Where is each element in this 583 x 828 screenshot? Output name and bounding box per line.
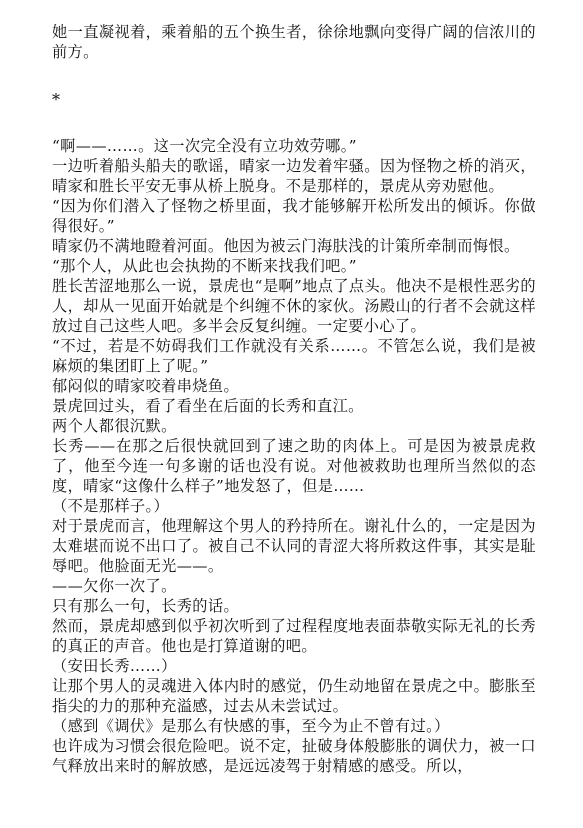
spacer	[52, 110, 536, 136]
paragraph: （感到《调伏》是那么有快感的事，至今为止不曾有过。）	[52, 717, 450, 735]
paragraph: 只有那么一句，长秀的话。	[52, 597, 240, 615]
paragraph: 也许成为习惯会很危险吧。说不定，扯破身体般膨胀的调伏力，被一口气释放出来时的解放感，是远远凌驾于射精感的感受。所以，	[52, 737, 536, 775]
paragraph: （安田长秀……）	[52, 657, 177, 675]
paragraph: 让那个男人的灵魂进入体内时的感觉，仍生动地留在景虎之中。膨胀至指尖的力的那种充溢感，过去从未尝试过。	[52, 677, 536, 715]
paragraph: （不是那样子。）	[52, 497, 170, 515]
paragraph: 对于景虎而言，他理解这个男人的矜持所在。谢礼什么的，一定是因为太难堪而说不出口了。被自己不认同的青涩大将所救这件事，其实是耻辱吧。他脸面无光——。	[52, 517, 536, 575]
paragraph: 长秀——在那之后很快就回到了速之助的肉体上。可是因为被景虎救了，他至今连一句多谢的话也没有说。对他被救助也理所当然似的态度，晴家“这像什么样子”地发怒了，但是……	[52, 437, 536, 495]
paragraph: “啊——……。这一次完全没有立功效劳哪。”	[52, 137, 357, 155]
paragraph: 两个人都很沉默。	[52, 417, 177, 435]
paragraph: 一边听着船头船夫的歌谣，晴家一边发着牢骚。因为怪物之桥的消灭，晴家和胜长平安无事从桥上脱身。不是那样的，景虎从旁劝慰他。	[52, 157, 536, 195]
paragraph: 晴家仍不满地瞪着河面。他因为被云门海肤浅的计策所牵制而悔恨。	[52, 237, 520, 255]
paragraph: 郁闷似的晴家咬着串烧鱼。	[52, 377, 240, 395]
document-page	[52, 22, 536, 776]
paragraph: 胜长苦涩地那么一说，景虎也“是啊”地点了点头。他决不是根性恶劣的人，却从一见面开始就是个纠缠不休的家伙。汤殿山的行者不会就这样放过自己这些人吧。多半会反复纠缠。一定要小心了。	[52, 277, 536, 335]
section-separator: *	[52, 90, 60, 109]
paragraph: 景虎回过头，看了看坐在后面的长秀和直江。	[52, 397, 364, 415]
paragraph: 然而，景虎却感到似乎初次听到了过程程度地表面恭敬实际无礼的长秀的真正的声音。他也是打算道谢的吧。	[52, 617, 536, 655]
spacer	[52, 62, 536, 90]
paragraph: “不过，若是不妨碍我们工作就没有关系……。不管怎么说，我们是被麻烦的集团盯上了呢。”	[52, 337, 536, 375]
paragraph: “那个人，从此也会执拗的不断来找我们吧。”	[52, 257, 357, 275]
paragraph: ——欠你一次了。	[52, 577, 177, 595]
paragraph: “因为你们潜入了怪物之桥里面，我才能够解开松所发出的倾诉。你做得很好。”	[52, 197, 536, 235]
paragraph: 她一直凝视着，乘着船的五个换生者，徐徐地飘向变得广阔的信浓川的前方。	[52, 23, 536, 61]
